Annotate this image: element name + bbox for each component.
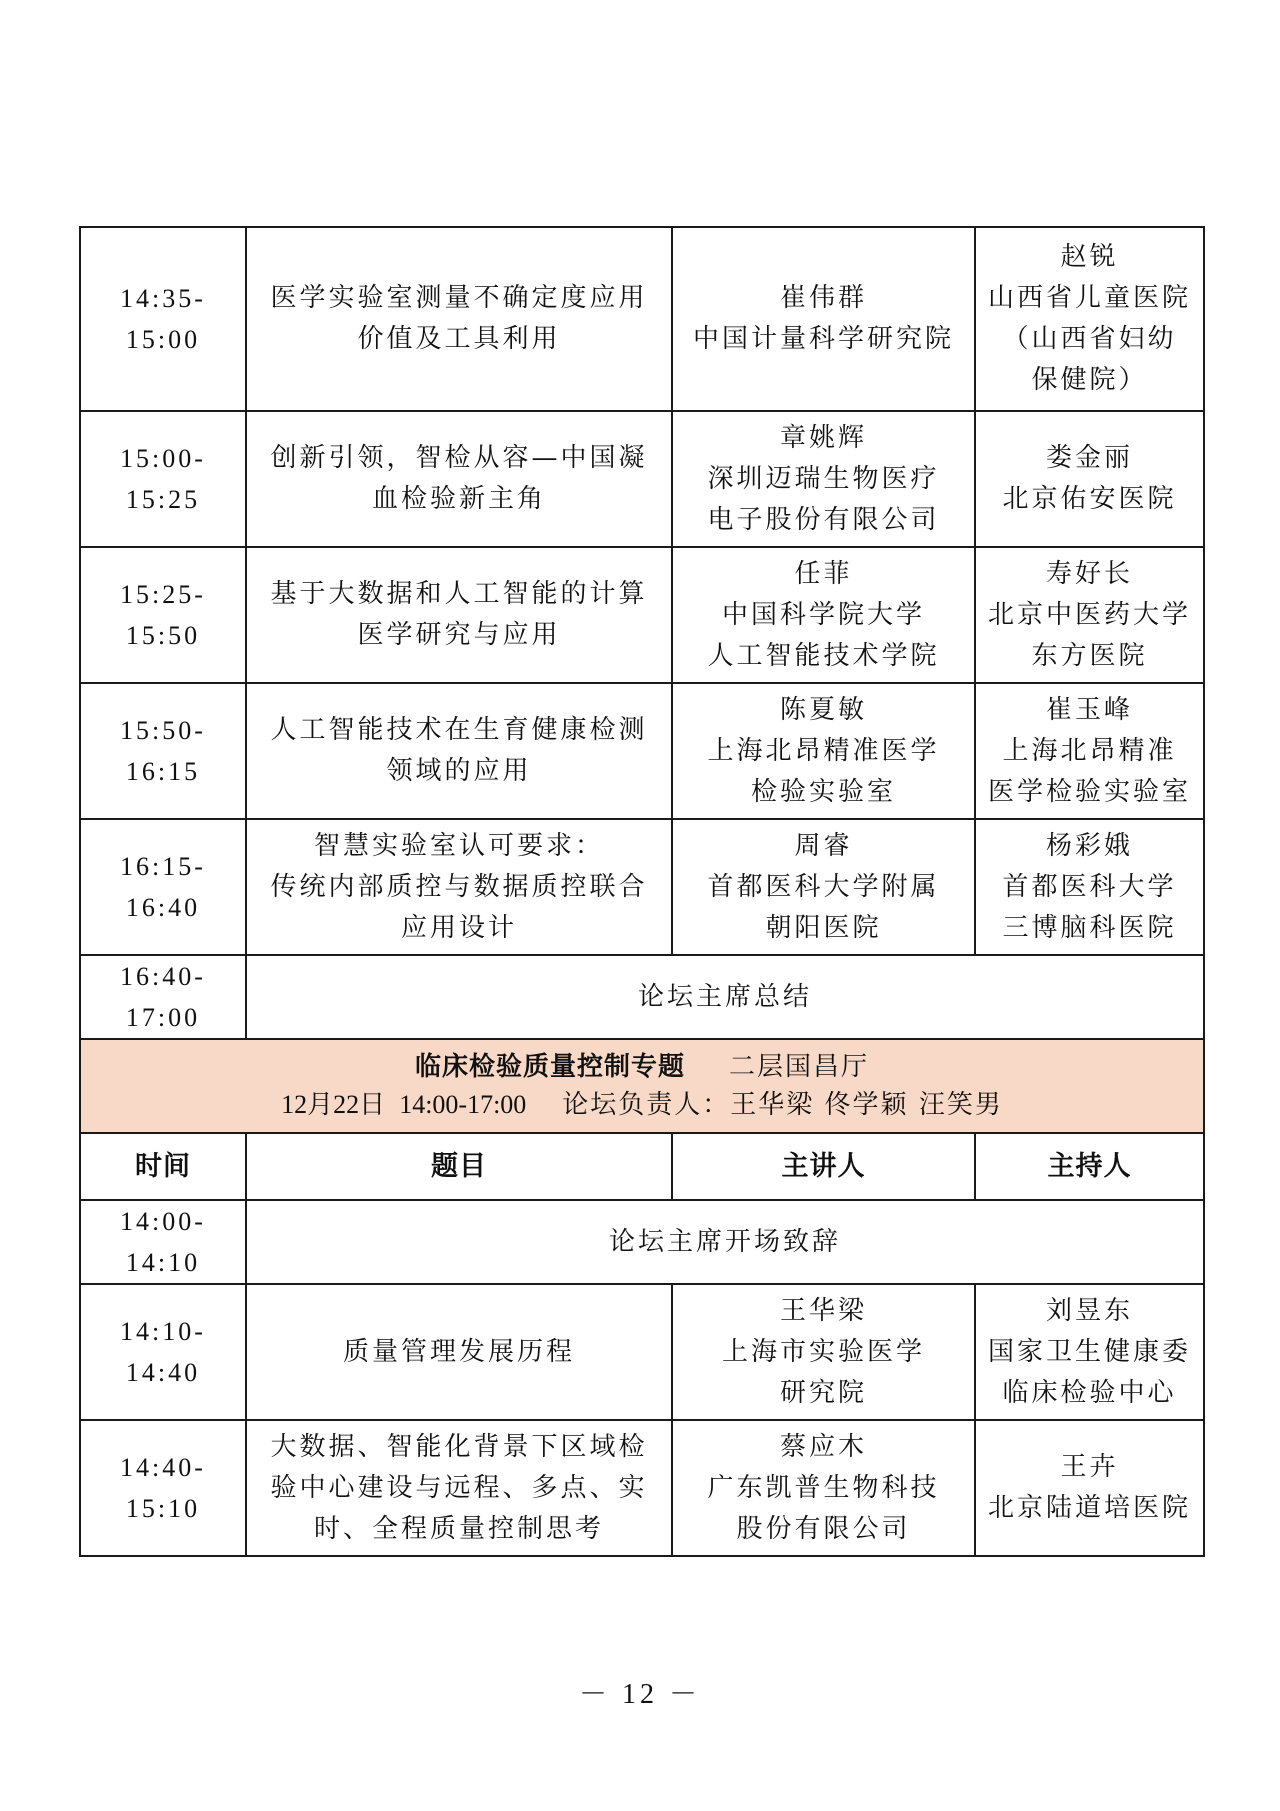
host-cell [975, 1284, 1204, 1420]
speaker-cell [672, 227, 975, 411]
topic-cell [246, 227, 672, 411]
time-cell: 16:40-17:00 [80, 955, 246, 1039]
host-affiliation: 三博脑科医院 [1002, 912, 1177, 943]
time-cell: 14:00-14:10 [80, 1200, 246, 1284]
schedule-table [79, 226, 1205, 1557]
host-affiliation: 国家卫生健康委 [987, 1336, 1191, 1367]
topic-line: 医学研究与应用 [357, 620, 561, 650]
col-header-time: 时间 [80, 1133, 246, 1200]
host-cell [975, 227, 1204, 411]
time-cell: 14:35-15:00 [80, 227, 246, 411]
host-affiliation: 上海北昂精准 [1002, 735, 1177, 766]
time-cell: 15:25-15:50 [80, 547, 246, 683]
table-row [80, 819, 1204, 955]
time-cell: 15:50-16:15 [80, 683, 246, 819]
host-affiliation: 北京陆道培医院 [987, 1493, 1191, 1523]
summary-row [80, 955, 1204, 1039]
session-header [80, 1039, 1204, 1133]
opening-text: 论坛主席开场致辞 [246, 1200, 1204, 1284]
host-affiliation: 医学检验实验室 [987, 776, 1191, 807]
host-affiliation: 山西省儿童医院 [987, 283, 1191, 313]
topic-line: 大数据、智能化背景下区域检 [270, 1431, 648, 1462]
session-header-cell [80, 1039, 1204, 1133]
time-cell: 14:40-15:10 [80, 1420, 246, 1556]
speaker-cell [672, 411, 975, 547]
speaker-affiliation: 中国科学院大学 [721, 599, 925, 630]
speaker-cell [672, 1420, 975, 1556]
table-row [80, 683, 1204, 819]
speaker-cell [672, 819, 975, 955]
host-name: 寿好长 [1045, 558, 1133, 589]
speaker-affiliation: 朝阳医院 [765, 912, 882, 943]
topic-cell [246, 683, 672, 819]
topic-line: 医学实验室测量不确定度应用 [270, 283, 648, 313]
topic-line: 创新引领，智检从容—中国凝 [270, 443, 648, 473]
topic-line: 血检验新主角 [371, 484, 546, 514]
host-cell [975, 683, 1204, 819]
speaker-affiliation: 广东凯普生物科技 [707, 1472, 940, 1503]
host-affiliation: 北京中医药大学 [987, 599, 1191, 630]
topic-line: 基于大数据和人工智能的计算 [270, 579, 648, 609]
speaker-affiliation: 中国计量科学研究院 [692, 324, 954, 354]
topic-line: 应用设计 [400, 912, 517, 943]
speaker-cell [672, 1284, 975, 1420]
host-cell [975, 1420, 1204, 1556]
topic-line: 验中心建设与远程、多点、实 [270, 1472, 648, 1503]
topic-cell [246, 411, 672, 547]
host-affiliation: 东方医院 [1031, 640, 1148, 671]
time-cell: 15:00-15:25 [80, 411, 246, 547]
speaker-name: 周睿 [794, 830, 853, 861]
host-name: 刘昱东 [1045, 1295, 1133, 1326]
speaker-affiliation: 股份有限公司 [736, 1513, 911, 1544]
host-affiliation: 临床检验中心 [1002, 1377, 1177, 1408]
speaker-name: 任菲 [794, 558, 853, 589]
speaker-affiliation: 检验实验室 [750, 776, 896, 807]
table-row [80, 411, 1204, 547]
speaker-affiliation: 研究院 [779, 1377, 867, 1408]
speaker-cell [672, 683, 975, 819]
host-name: 赵锐 [1060, 242, 1119, 272]
host-name: 王卉 [1060, 1452, 1119, 1482]
column-header-row [80, 1133, 1204, 1200]
host-cell [975, 411, 1204, 547]
speaker-name: 王华梁 [779, 1295, 867, 1326]
host-affiliation: 首都医科大学 [1002, 871, 1177, 902]
host-cell [975, 819, 1204, 955]
topic-cell [246, 547, 672, 683]
session-title: 临床检验质量控制专题 [414, 1052, 685, 1082]
topic-line: 人工智能技术在生育健康检测 [270, 715, 648, 745]
speaker-cell [672, 547, 975, 683]
col-header-topic: 题目 [246, 1133, 672, 1200]
speaker-affiliation: 上海北昂精准医学 [707, 735, 940, 766]
time-cell: 16:15-16:40 [80, 819, 246, 955]
table-row [80, 1284, 1204, 1420]
topic-cell [246, 819, 672, 955]
speaker-name: 崔伟群 [779, 283, 867, 313]
table-row [80, 227, 1204, 411]
speaker-affiliation: 上海市实验医学 [721, 1336, 925, 1367]
session-time: 14:00-17:00 [399, 1090, 527, 1119]
topic-line: 传统内部质控与数据质控联合 [270, 871, 648, 902]
topic-line: 价值及工具利用 [357, 324, 561, 354]
host-affiliation: 北京佑安医院 [1002, 484, 1177, 514]
speaker-name: 蔡应木 [779, 1431, 867, 1462]
col-header-speaker: 主讲人 [672, 1133, 975, 1200]
host-affiliation: （山西省妇幼 [1002, 324, 1177, 354]
host-affiliation: 保健院） [1031, 365, 1148, 395]
topic-line: 质量管理发展历程 [342, 1336, 575, 1367]
table-row [80, 547, 1204, 683]
col-header-host: 主持人 [975, 1133, 1204, 1200]
session-lead: 论坛负责人：王华梁 佟学颖 汪笑男 [562, 1090, 1003, 1120]
topic-cell [246, 1420, 672, 1556]
session-date: 12月22日 [281, 1090, 386, 1119]
time-cell: 14:10-14:40 [80, 1284, 246, 1420]
host-name: 杨彩娥 [1045, 830, 1133, 861]
speaker-affiliation: 电子股份有限公司 [707, 504, 940, 535]
topic-line: 时、全程质量控制思考 [313, 1513, 604, 1544]
speaker-name: 陈夏敏 [779, 694, 867, 725]
table-row [80, 1420, 1204, 1556]
opening-row [80, 1200, 1204, 1284]
page-number: － 12 － [578, 1679, 701, 1710]
host-cell [975, 547, 1204, 683]
speaker-affiliation: 深圳迈瑞生物医疗 [707, 463, 940, 494]
topic-line: 领域的应用 [386, 756, 532, 786]
speaker-name: 章姚辉 [779, 422, 867, 453]
topic-cell [246, 1284, 672, 1420]
summary-text: 论坛主席总结 [246, 955, 1204, 1039]
speaker-affiliation: 首都医科大学附属 [707, 871, 940, 902]
topic-line: 智慧实验室认可要求： [313, 830, 604, 861]
session-room: 二层国昌厅 [729, 1052, 870, 1082]
speaker-affiliation: 人工智能技术学院 [707, 640, 940, 671]
host-name: 崔玉峰 [1045, 694, 1133, 725]
host-name: 娄金丽 [1045, 443, 1133, 473]
